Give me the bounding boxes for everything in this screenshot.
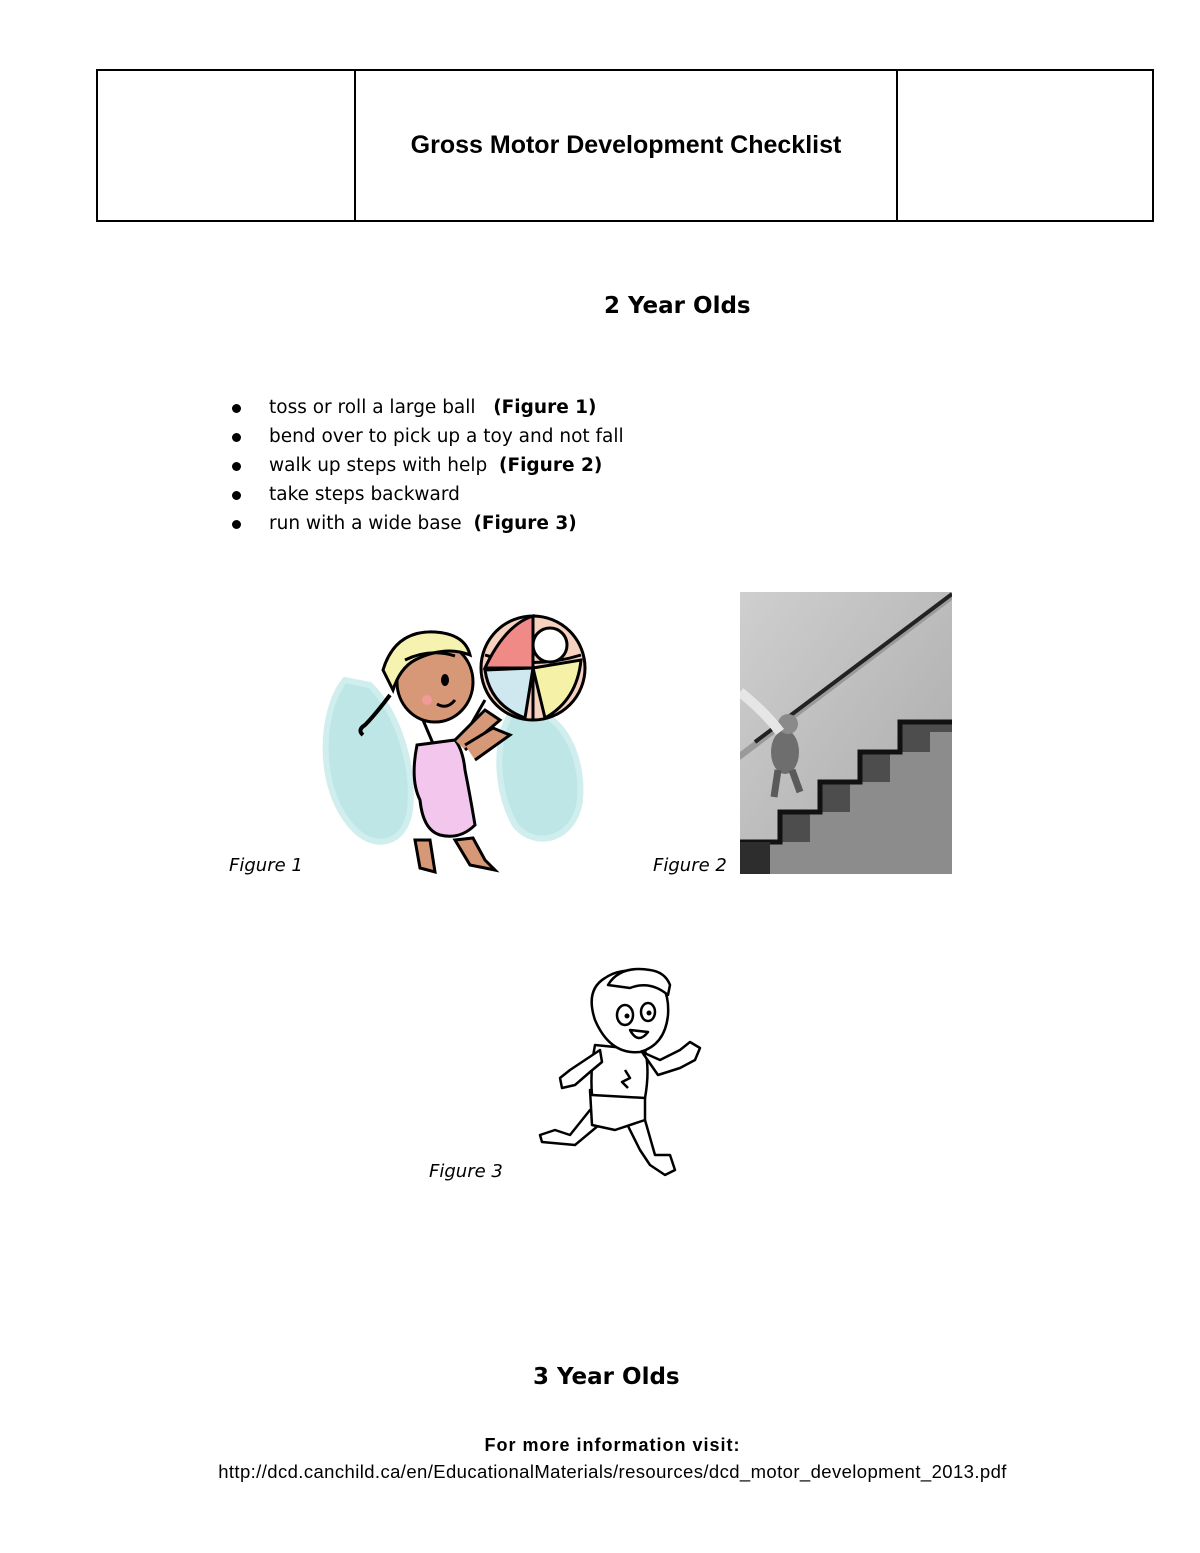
milestone-list xyxy=(228,396,624,541)
milestone-text: bend over to pick up a toy and not fall xyxy=(269,426,624,447)
milestone-text: walk up steps with help xyxy=(269,455,488,476)
milestone-text: run with a wide base xyxy=(269,513,462,534)
bullet-icon xyxy=(232,491,241,500)
bullet-icon xyxy=(232,433,241,442)
page-title: Gross Motor Development Checklist xyxy=(355,70,897,221)
figure-1-caption: Figure 1 xyxy=(229,855,303,876)
figure-reference: (Figure 2) xyxy=(498,455,603,476)
bullet-icon xyxy=(232,462,241,471)
section-title-2-year-olds: 2 Year Olds xyxy=(604,293,751,319)
list-item xyxy=(228,425,624,454)
milestone-text: take steps backward xyxy=(269,484,460,505)
child-with-beach-ball-illustration xyxy=(315,600,590,880)
list-item xyxy=(228,396,624,425)
header-table xyxy=(96,69,1154,222)
figure-3-caption: Figure 3 xyxy=(429,1161,503,1182)
more-info-label: For more information visit: xyxy=(484,1435,741,1455)
figure-2-caption: Figure 2 xyxy=(653,855,727,876)
header-right-cell xyxy=(897,70,1153,221)
list-item xyxy=(228,512,624,541)
more-info-link[interactable]: http://dcd.canchild.ca/en/EducationalMaterials/resources/dcd_motor_development_2013.pdf xyxy=(218,1461,1007,1482)
figure-reference: (Figure 3) xyxy=(473,513,577,534)
bullet-icon xyxy=(232,404,241,413)
child-climbing-stairs-photo xyxy=(740,592,952,874)
bullet-icon xyxy=(232,520,241,529)
section-title-3-year-olds: 3 Year Olds xyxy=(533,1364,680,1390)
milestone-text: toss or roll a large ball xyxy=(269,397,476,418)
running-boy-illustration xyxy=(530,960,710,1185)
header-left-cell xyxy=(97,70,355,221)
list-item xyxy=(228,483,624,512)
list-item xyxy=(228,454,624,483)
figure-reference: (Figure 1) xyxy=(493,397,597,418)
